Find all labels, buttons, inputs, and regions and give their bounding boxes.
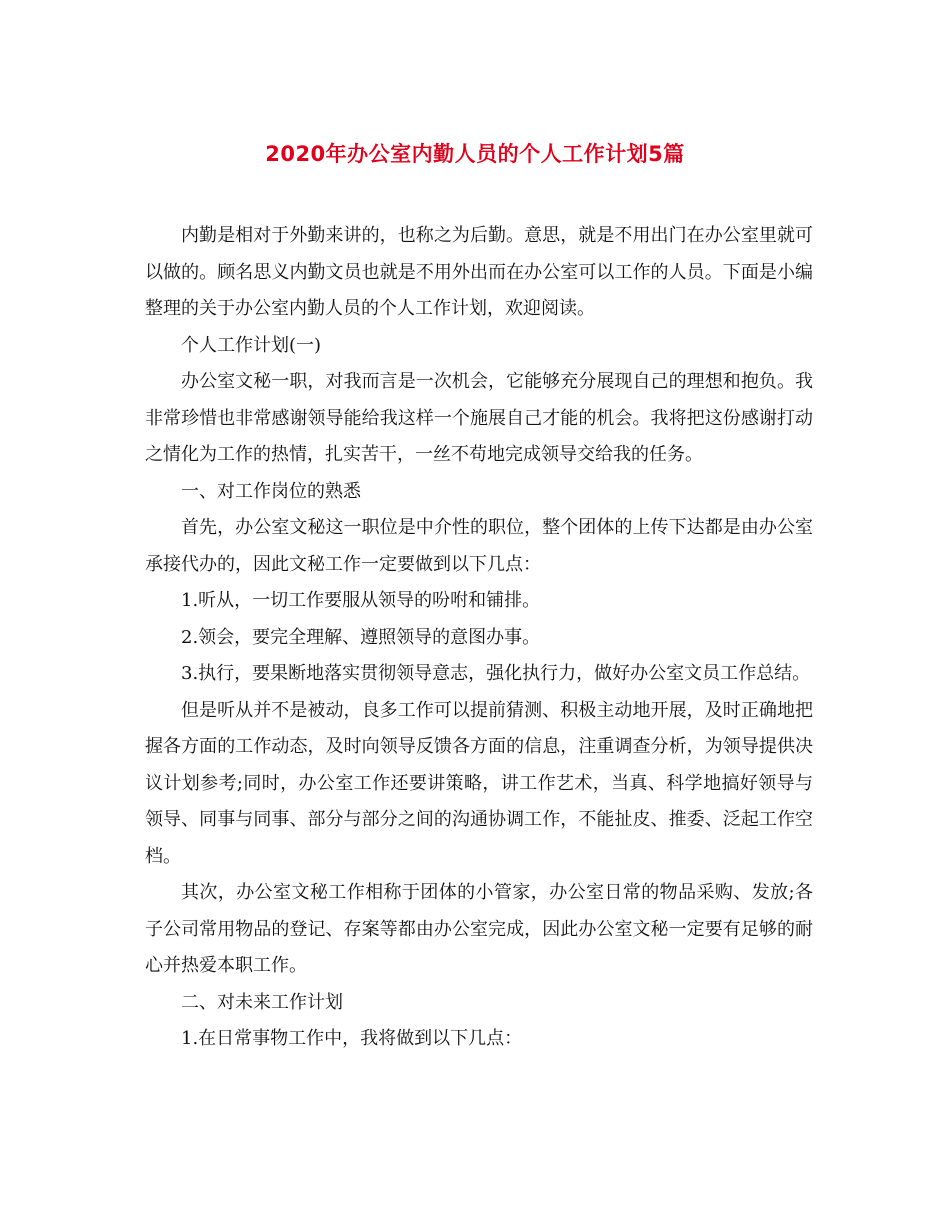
list-item-1: 1.听从，一切工作要服从领导的吩咐和铺排。 [181, 590, 541, 611]
paragraph-role: 办公室文秘一职，对我而言是一次机会，它能够充分展现自己的理想和抱负。我非常珍惜也非常感谢领导能给我这样一个施展自己才能的机会。我将把这份感谢打动之情化为工作的热情，扎实苦干，一丝不苟地完成领导交给我的任务。 [145, 371, 813, 465]
paragraph-second: 其次，办公室文秘工作相称于团体的小管家，办公室日常的物品采购、发放;各子公司常用物品的登记、存案等都由办公室完成，因此办公室文秘一定要有足够的耐心并热爱本职工作。 [145, 882, 813, 976]
heading-plan-one: 个人工作计划(一) [181, 334, 322, 356]
list-item-2: 2.领会，要完全理解、遵照领导的意图办事。 [181, 626, 541, 648]
paragraph-however: 但是听从并不是被动，良多工作可以提前猜测、积极主动地开展，及时正确地把握各方面的工作动态，及时向领导反馈各方面的信息，注重调查分析，为领导提供决议计划参考;同时，办公室工作还要讲策略，讲工作艺术，当真、科学地搞好领导与领导、同事与同事、部分与部分之间的沟通协调工作，不能扯皮、推委、泛起工作空档。 [145, 699, 813, 867]
paragraph-intro: 内勤是相对于外勤来讲的，也称之为后勤。意思，就是不用出门在办公室里就可以做的。顾名思义内勤文员也就是不用外出而在办公室可以工作的人员。下面是小编整理的关于办公室内勤人员的个人工作计划，欢迎阅读。 [145, 225, 813, 319]
heading-section-two: 二、对未来工作计划 [181, 991, 343, 1013]
list-item-future-1: 1.在日常事物工作中，我将做到以下几点： [181, 1028, 523, 1049]
document-body [145, 218, 813, 1058]
document-title: 2020年办公室内勤人员的个人工作计划5篇 [265, 142, 685, 166]
list-item-3: 3.执行，要果断地落实贯彻领导意志，强化执行力，做好办公室文员工作总结。 [181, 663, 811, 684]
heading-section-one: 一、对工作岗位的熟悉 [181, 480, 361, 502]
paragraph-first: 首先，办公室文秘这一职位是中介性的职位，整个团体的上传下达都是由办公室承接代办的，因此文秘工作一定要做到以下几点： [145, 517, 813, 575]
